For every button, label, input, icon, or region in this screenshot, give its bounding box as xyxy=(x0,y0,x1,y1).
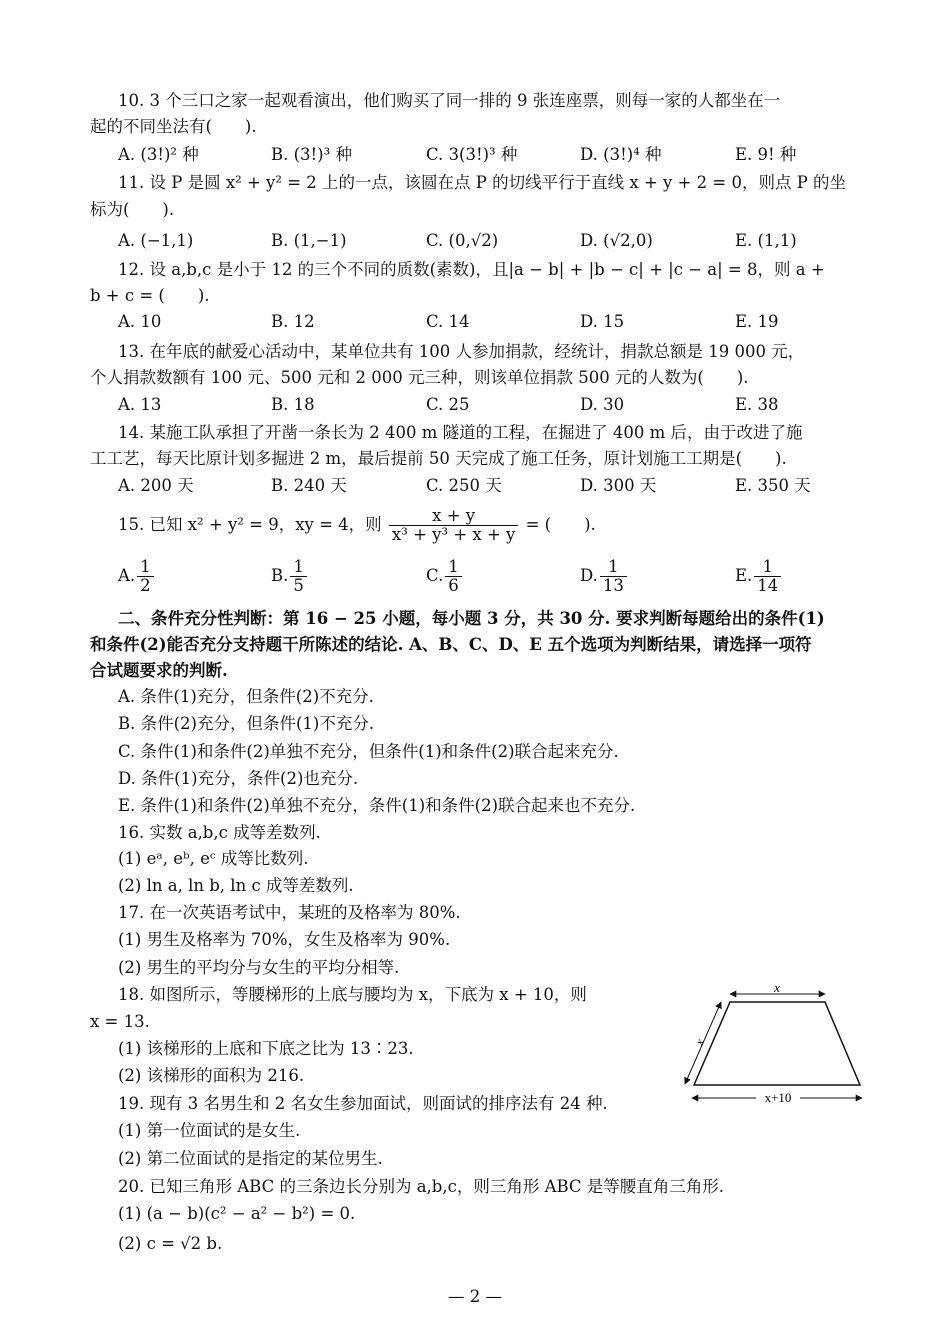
q11-option-b: B. (1,−1) xyxy=(271,231,347,250)
q15-option-e-den: 14 xyxy=(757,576,779,595)
q17-condition-1: (1) 男生及格率为 70%，女生及格率为 90%. xyxy=(118,930,451,949)
q15-suffix: = ( ). xyxy=(525,515,596,534)
q16-stem: 16. 实数 a,b,c 成等差数列. xyxy=(118,823,321,842)
section2-choice-a: A. 条件(1)充分，但条件(2)不充分. xyxy=(118,687,374,706)
q13-option-b: B. 18 xyxy=(271,395,315,414)
q11-stem-line1: 11. 设 P 是圆 x² + y² = 2 上的一点，该圆在点 P 的切线平行于直线 x + y + 2 = 0，则点 P 的坐 xyxy=(118,173,847,192)
trapezoid-figure xyxy=(680,982,870,1110)
q15-option-b-label: B. xyxy=(271,566,289,585)
side-label: x xyxy=(691,1036,707,1048)
q12-options xyxy=(118,311,838,333)
q16-condition-2: (2) ln a, ln b, ln c 成等差数列. xyxy=(118,876,354,895)
q15-option-a-num: 1 xyxy=(137,558,154,577)
q15-option-e-label: E. xyxy=(735,566,753,585)
q18-stem-line2: x = 13. xyxy=(90,1012,150,1031)
q14-option-b: B. 240 天 xyxy=(271,476,347,495)
q15-option-a-den: 2 xyxy=(140,576,151,595)
q15-prefix: 15. 已知 x² + y² = 9，xy = 4，则 xyxy=(118,515,382,534)
top-label: x xyxy=(774,982,780,995)
q12-option-a: A. 10 xyxy=(118,312,162,331)
q15-option-b xyxy=(271,556,309,596)
q20-condition-2: (2) c = √2 b. xyxy=(118,1234,223,1253)
q10-stem-line2: 起的不同坐法有( ). xyxy=(90,117,257,136)
q18-condition-1: (1) 该梯形的上底和下底之比为 13∶23. xyxy=(118,1039,414,1058)
q11-stem-line2: 标为( ). xyxy=(90,200,175,219)
q15-fraction-numerator: x + y xyxy=(389,507,518,526)
q13-option-a: A. 13 xyxy=(118,395,162,414)
q13-option-e: E. 38 xyxy=(735,395,779,414)
q10-option-b: B. (3!)³ 种 xyxy=(271,145,352,164)
section2-choice-d: D. 条件(1)充分，条件(2)也充分. xyxy=(118,769,359,788)
q13-option-c: C. 25 xyxy=(426,395,470,414)
q13-option-d: D. 30 xyxy=(580,395,625,414)
trapezoid-shape xyxy=(691,1002,860,1085)
section2-heading-line2: 和条件(2)能否充分支持题干所陈述的结论. A、B、C、D、E 五个选项为判断结果，请选择一项符 xyxy=(90,635,812,654)
q15-option-e xyxy=(735,556,783,596)
q10-stem-line1: 10. 3 个三口之家一起观看演出，他们购买了同一排的 9 张连座票，则每一家的人都坐在一 xyxy=(118,91,781,110)
q18-stem-line1: 18. 如图所示，等腰梯形的上底与腰均为 x，下底为 x + 10，则 xyxy=(118,985,587,1004)
q15-option-c-den: 6 xyxy=(448,576,459,595)
q15-option-c xyxy=(426,556,464,596)
q15-option-d-label: D. xyxy=(580,566,598,585)
q13-stem-line1: 13. 在年底的献爱心活动中，某单位共有 100 人参加捐款，经统计，捐款总额是 19 000 元， xyxy=(118,342,805,361)
q14-options xyxy=(118,475,838,497)
q20-stem: 20. 已知三角形 ABC 的三条边长分别为 a,b,c，则三角形 ABC 是等腰直角三角形. xyxy=(118,1177,725,1196)
q15-option-a-label: A. xyxy=(118,566,136,585)
q10-option-d: D. (3!)⁴ 种 xyxy=(580,145,662,164)
q15-option-d-num: 1 xyxy=(600,558,627,577)
q15-option-a xyxy=(118,556,156,596)
q20-condition-1: (1) (a − b)(c² − a² − b²) = 0. xyxy=(118,1204,356,1223)
q10-option-c: C. 3(3!)³ 种 xyxy=(426,145,518,164)
q18-condition-2: (2) 该梯形的面积为 216. xyxy=(118,1066,305,1085)
q15-fraction xyxy=(389,507,518,544)
q15-option-b-den: 5 xyxy=(293,576,304,595)
q17-stem: 17. 在一次英语考试中，某班的及格率为 80%. xyxy=(118,903,461,922)
q15-option-d xyxy=(580,556,629,596)
q14-stem-line1: 14. 某施工队承担了开凿一条长为 2 400 m 隧道的工程，在掘进了 400 m 后，由于改进了施 xyxy=(118,423,803,442)
q10-options xyxy=(118,144,838,166)
q11-option-a: A. (−1,1) xyxy=(118,231,194,250)
q19-condition-1: (1) 第一位面试的是女生. xyxy=(118,1121,301,1140)
q15-option-c-label: C. xyxy=(426,566,444,585)
section2-choice-e: E. 条件(1)和条件(2)单独不充分，条件(1)和条件(2)联合起来也不充分. xyxy=(118,796,636,815)
section2-heading-line1: 二、条件充分性判断：第 16 − 25 小题，每小题 3 分，共 30 分. 要求判断每题给出的条件(1) xyxy=(118,609,825,628)
section2-choice-c: C. 条件(1)和条件(2)单独不充分，但条件(1)和条件(2)联合起来充分. xyxy=(118,742,619,761)
q12-option-c: C. 14 xyxy=(426,312,470,331)
q12-option-e: E. 19 xyxy=(735,312,779,331)
q19-stem: 19. 现有 3 名男生和 2 名女生参加面试，则面试的排序法有 24 种. xyxy=(118,1094,608,1113)
q15-option-c-num: 1 xyxy=(445,558,462,577)
q15-option-d-den: 13 xyxy=(602,576,624,595)
section2-heading-line3: 合试题要求的判断. xyxy=(90,661,228,680)
q12-stem-line2: b + c = ( ). xyxy=(90,286,210,305)
q14-stem-line2: 工工艺，每天比原计划多掘进 2 m，最后提前 50 天完成了施工任务，原计划施工工期是( ). xyxy=(90,449,787,468)
q14-option-a: A. 200 天 xyxy=(118,476,194,495)
q13-stem-line2: 个人捐款数额有 100 元、500 元和 2 000 元三种，则该单位捐款 500 元的人数为( ). xyxy=(90,368,749,387)
q11-option-d: D. (√2,0) xyxy=(580,231,653,250)
q15-option-e-num: 1 xyxy=(754,558,781,577)
q12-option-b: B. 12 xyxy=(271,312,315,331)
page-number: — 2 — xyxy=(448,1287,502,1306)
q13-options xyxy=(118,394,838,416)
q15-options xyxy=(118,556,838,596)
q14-option-d: D. 300 天 xyxy=(580,476,657,495)
q10-option-e: E. 9! 种 xyxy=(735,145,797,164)
q12-stem-line1: 12. 设 a,b,c 是小于 12 的三个不同的质数(素数)，且|a − b| + |b − c| + |c − a| = 8，则 a + xyxy=(118,260,825,279)
q15-stem xyxy=(118,505,596,545)
q11-option-e: E. (1,1) xyxy=(735,231,797,250)
q10-option-a: A. (3!)² 种 xyxy=(118,145,199,164)
q12-option-d: D. 15 xyxy=(580,312,625,331)
q17-condition-2: (2) 男生的平均分与女生的平均分相等. xyxy=(118,958,400,977)
q19-condition-2: (2) 第二位面试的是指定的某位男生. xyxy=(118,1149,383,1168)
q16-condition-1: (1) eᵃ, eᵇ, eᶜ 成等比数列. xyxy=(118,849,309,868)
q11-option-c: C. (0,√2) xyxy=(426,231,499,250)
bottom-label: x+10 xyxy=(764,1090,792,1105)
q15-fraction-denominator: x³ + y³ + x + y xyxy=(391,525,516,544)
q11-options xyxy=(118,230,838,252)
q15-option-b-num: 1 xyxy=(290,558,307,577)
q14-option-e: E. 350 天 xyxy=(735,476,811,495)
q14-option-c: C. 250 天 xyxy=(426,476,502,495)
section2-choice-b: B. 条件(2)充分，但条件(1)不充分. xyxy=(118,714,375,733)
